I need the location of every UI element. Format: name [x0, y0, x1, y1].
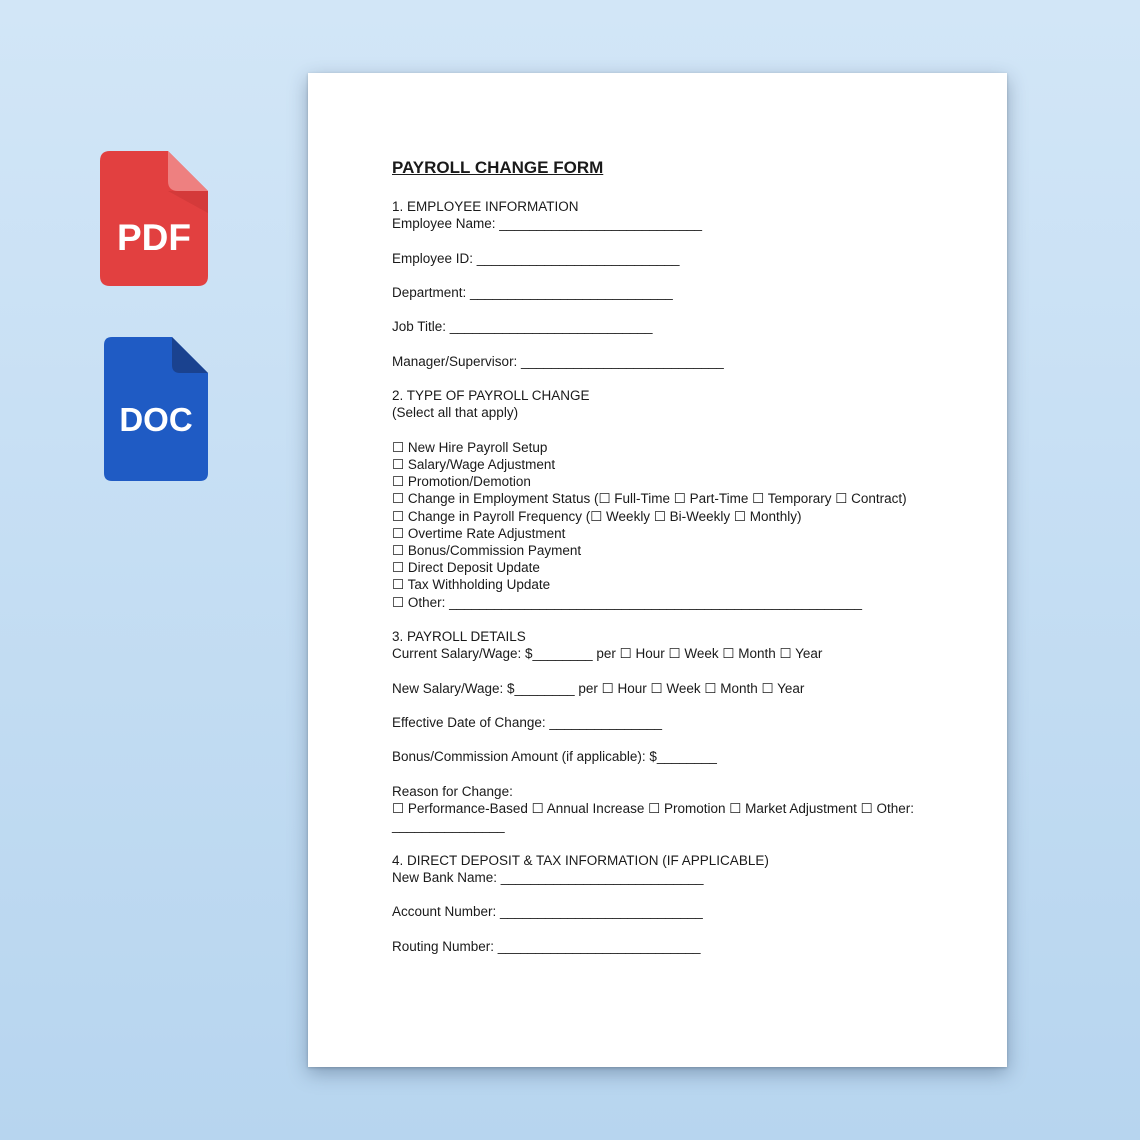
pdf-file-icon: [100, 151, 208, 286]
option-employment-status: ☐ Change in Employment Status (☐ Full-Time ☐ Part-Time ☐ Temporary ☐ Contract): [392, 491, 907, 507]
form-content: [392, 157, 952, 955]
new-salary-field: New Salary/Wage: $________ per ☐ Hour ☐ Week ☐ Month ☐ Year: [392, 680, 805, 696]
option-direct-deposit: ☐ Direct Deposit Update: [392, 560, 540, 576]
current-salary-field: Current Salary/Wage: $________ per ☐ Hour ☐ Week ☐ Month ☐ Year: [392, 646, 823, 662]
option-promotion-demotion: ☐ Promotion/Demotion: [392, 474, 531, 490]
effective-date-field: Effective Date of Change: _______________: [392, 714, 662, 730]
department-field: Department: ___________________________: [392, 284, 673, 300]
section-payroll-details: [392, 628, 952, 834]
section-heading: 1. EMPLOYEE INFORMATION: [392, 199, 579, 214]
job-title-field: Job Title: ___________________________: [392, 319, 653, 335]
routing-number-field: Routing Number: ___________________________: [392, 938, 701, 954]
bonus-amount-field: Bonus/Commission Amount (if applicable): $________: [392, 749, 717, 765]
option-other: ☐ Other: _______________________________________________________: [392, 594, 863, 610]
pdf-icon-label: PDF: [117, 217, 191, 258]
section-type-of-change: [392, 387, 952, 611]
option-tax-withholding: ☐ Tax Withholding Update: [392, 577, 551, 593]
employee-id-field: Employee ID: ___________________________: [392, 250, 680, 266]
doc-icon-label: DOC: [119, 401, 193, 438]
option-salary-adjustment: ☐ Salary/Wage Adjustment: [392, 456, 556, 472]
reason-options: ☐ Performance-Based ☐ Annual Increase ☐ Promotion ☐ Market Adjustment ☐ Other:: [392, 800, 914, 816]
form-title: PAYROLL CHANGE FORM: [392, 158, 604, 177]
document-page: [308, 73, 1007, 1067]
section-employee-information: [392, 198, 952, 370]
section-subheading: (Select all that apply): [392, 405, 519, 421]
manager-field: Manager/Supervisor: ___________________________: [392, 353, 724, 369]
section-direct-deposit: [392, 852, 952, 955]
doc-file-icon: [104, 337, 208, 481]
reason-label: Reason for Change:: [392, 783, 513, 799]
section-heading: 3. PAYROLL DETAILS: [392, 628, 526, 644]
reason-other-line: _______________: [392, 818, 505, 834]
option-bonus-commission: ☐ Bonus/Commission Payment: [392, 542, 582, 558]
section-heading: 4. DIRECT DEPOSIT & TAX INFORMATION (IF APPLICABLE): [392, 852, 769, 868]
employee-name-field: Employee Name: ___________________________: [392, 216, 703, 232]
section-heading: 2. TYPE OF PAYROLL CHANGE: [392, 388, 590, 404]
option-payroll-frequency: ☐ Change in Payroll Frequency (☐ Weekly ☐ Bi-Weekly ☐ Monthly): [392, 508, 802, 524]
option-overtime-rate: ☐ Overtime Rate Adjustment: [392, 525, 566, 541]
option-new-hire: ☐ New Hire Payroll Setup: [392, 439, 548, 455]
bank-name-field: New Bank Name: ___________________________: [392, 869, 704, 885]
account-number-field: Account Number: ___________________________: [392, 904, 703, 920]
